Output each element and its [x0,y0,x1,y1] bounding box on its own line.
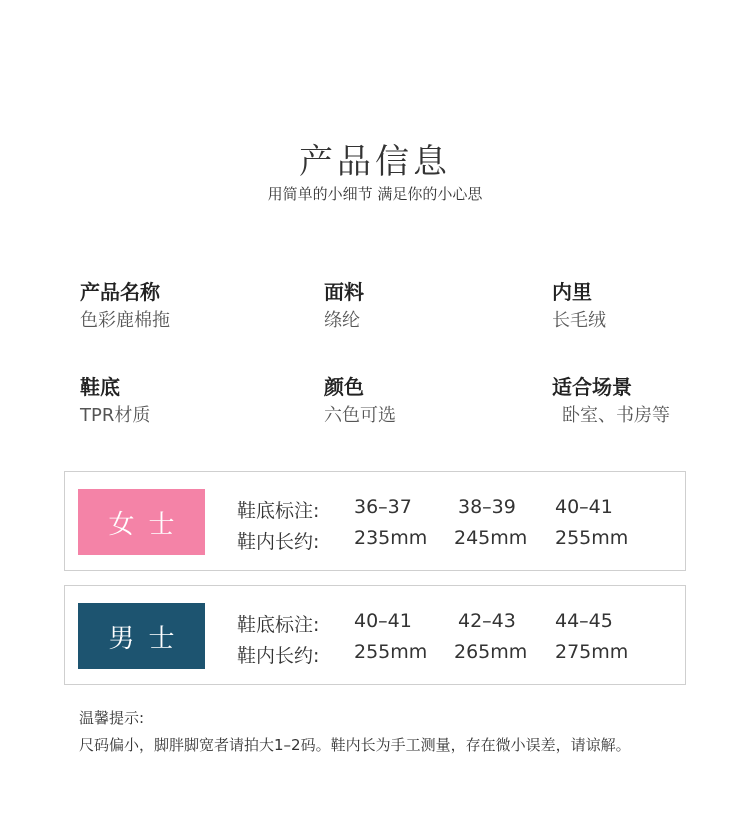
sole-size-label: 鞋底标注: [237,614,320,636]
spec-value-sole: TPR材质 [80,405,151,426]
inner-length-label: 鞋内长约: [237,645,320,667]
spec-value-product-name: 色彩鹿棉拖 [80,310,170,331]
inner-length-value: 255mm [354,641,428,663]
notice-title: 温馨提示: [79,709,145,727]
spec-label-scene: 适合场景 [552,375,632,399]
sole-size-value: 44–45 [555,610,613,632]
spec-value-color: 六色可选 [324,405,396,426]
sole-size-label: 鞋底标注: [237,500,320,522]
size-table-men [64,585,686,685]
spec-value-scene: 卧室、书房等 [562,405,670,426]
spec-value-fabric: 绦纶 [324,310,360,331]
inner-length-value: 265mm [454,641,528,663]
badge-women: 女士 [78,489,205,555]
spec-label-fabric: 面料 [324,280,364,304]
inner-length-value: 245mm [454,527,528,549]
spec-value-lining: 长毛绒 [552,310,606,331]
sole-size-value: 36–37 [354,496,412,518]
page-title: 产品信息 [299,142,451,182]
page-subtitle: 用简单的小细节 满足你的小心思 [267,185,483,203]
sole-size-value: 40–41 [354,610,412,632]
inner-length-value: 255mm [555,527,629,549]
spec-label-product-name: 产品名称 [80,280,160,304]
inner-length-value: 235mm [354,527,428,549]
notice-text: 尺码偏小，脚胖脚宽者请拍大1–2码。鞋内长为手工测量，存在微小误差，请谅解。 [79,736,631,754]
spec-label-sole: 鞋底 [80,375,120,399]
inner-length-value: 275mm [555,641,629,663]
sole-size-value: 38–39 [458,496,516,518]
spec-label-lining: 内里 [552,280,592,304]
badge-men: 男士 [78,603,205,669]
spec-label-color: 颜色 [324,375,364,399]
sole-size-value: 40–41 [555,496,613,518]
inner-length-label: 鞋内长约: [237,531,320,553]
sole-size-value: 42–43 [458,610,516,632]
size-table-women [64,471,686,571]
